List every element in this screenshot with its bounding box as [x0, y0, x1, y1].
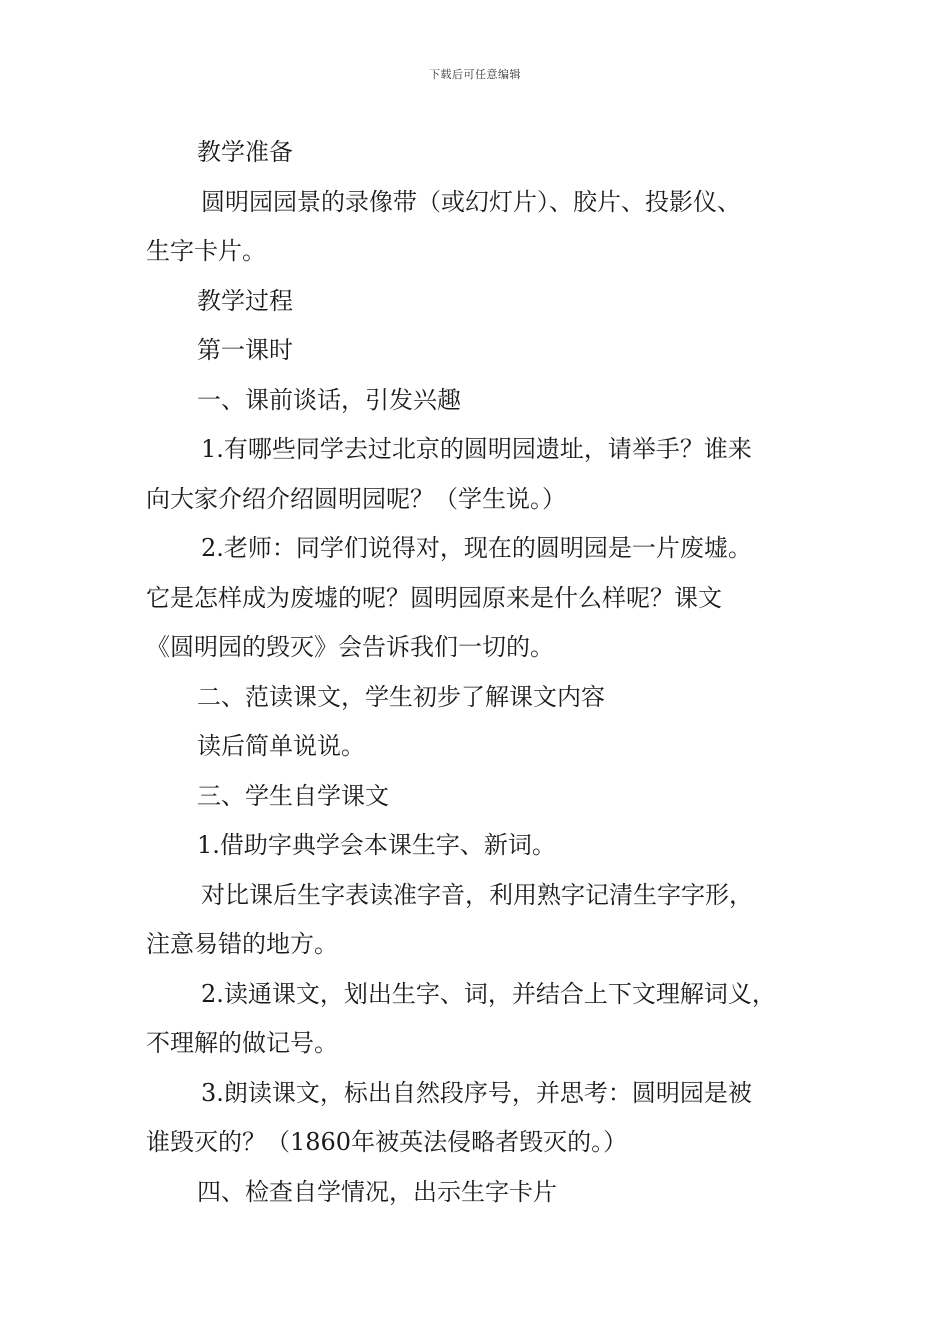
paragraph-line: 它是怎样成为废墟的呢？圆明园原来是什么样呢？课文: [146, 583, 722, 612]
paragraph-line: 谁毁灭的？（1860年被英法侵略者毁灭的。）: [146, 1128, 628, 1156]
document-body: [146, 128, 811, 1217]
paragraph-line: 生字卡片。: [146, 237, 266, 265]
paragraph-line: 向大家介绍介绍圆明园呢？（学生说。）: [146, 484, 566, 513]
paragraph-line: 读后简单说说。: [197, 732, 365, 760]
paragraph-line: 圆明园园景的录像带（或幻灯片）、胶片、投影仪、: [201, 187, 741, 216]
paragraph-line: 注意易错的地方。: [146, 930, 338, 958]
section-heading: 第一课时: [197, 336, 293, 364]
section-heading: 三、学生自学课文: [197, 781, 389, 810]
section-heading: 四、检查自学情况，出示生字卡片: [197, 1177, 557, 1206]
header-note: 下载后可任意编辑: [429, 68, 521, 81]
paragraph-line: 《圆明园的毁灭》会告诉我们一切的。: [146, 633, 554, 661]
paragraph-line: 2.老师：同学们说得对，现在的圆明园是一片废墟。: [201, 534, 752, 562]
paragraph-line: 不理解的做记号。: [146, 1029, 338, 1057]
paragraph-line: 2.读通课文，划出生字、词，并结合上下文理解词义，: [201, 979, 776, 1008]
section-heading: 教学准备: [197, 138, 293, 166]
paragraph-line: 1.有哪些同学去过北京的圆明园遗址，请举手？谁来: [201, 435, 752, 463]
paragraph-line: 对比课后生字表读准字音，利用熟字记清生字字形，: [201, 880, 753, 909]
section-heading: 一、课前谈话，引发兴趣: [197, 385, 461, 414]
paragraph-line: 3.朗读课文，标出自然段序号，并思考：圆明园是被: [201, 1078, 752, 1107]
section-heading: 教学过程: [197, 286, 293, 315]
paragraph-line: 1.借助字典学会本课生字、新词。: [197, 831, 556, 859]
section-heading: 二、范读课文，学生初步了解课文内容: [197, 682, 605, 711]
